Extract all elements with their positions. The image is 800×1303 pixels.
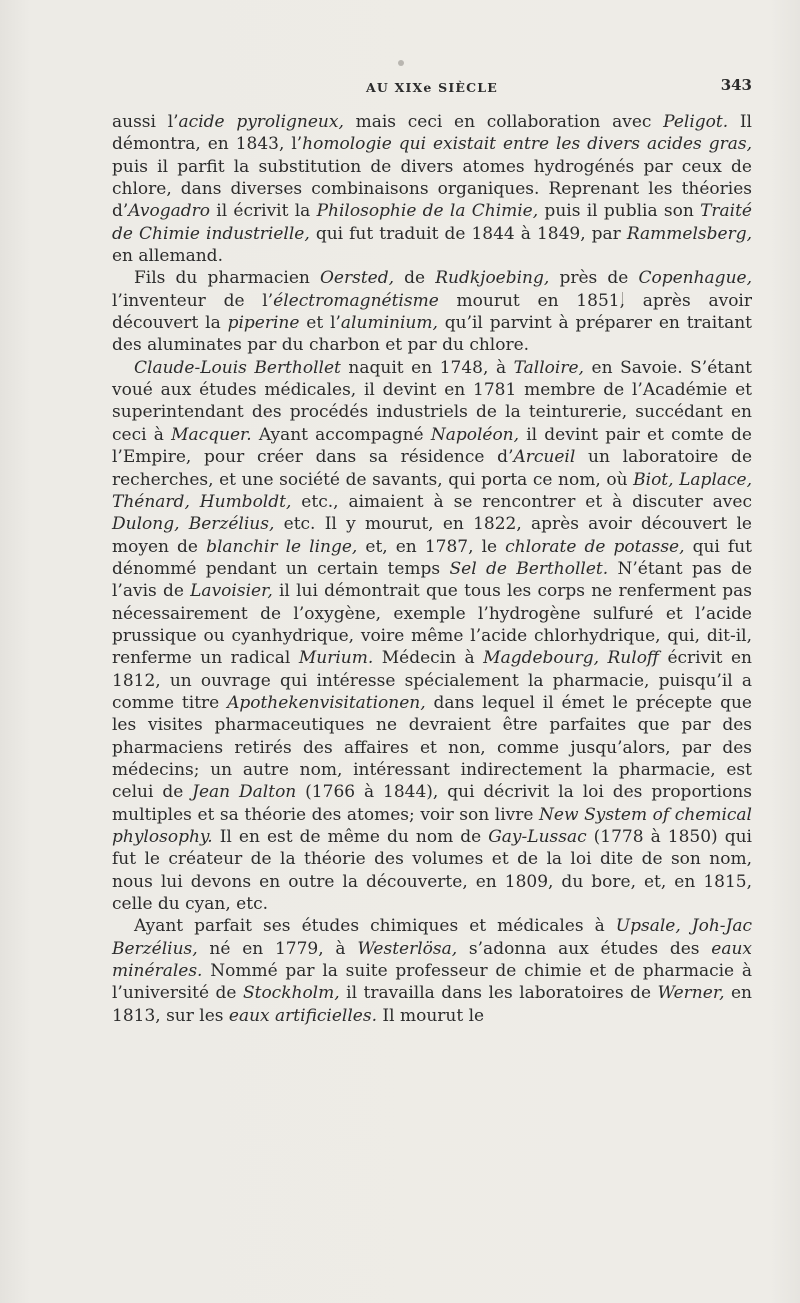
italic-run: New System of chemical phylosophy. <box>112 804 752 847</box>
italic-run: Traité de Chimie industrielle, <box>112 201 752 244</box>
text-run: écrivit en 1812, un ouvrage qui intéresse spécialement la pharmacie, puisqu’il a comme titre <box>112 648 752 713</box>
italic-run: électromagnétisme <box>273 290 439 311</box>
italic-run: Talloire, <box>513 357 584 378</box>
text-run: Fils du pharmacien <box>134 268 320 289</box>
italic-run: Gay-Lussac <box>488 827 587 847</box>
text-run: puis il publia son <box>538 201 701 222</box>
text-run: et l’ <box>299 313 341 334</box>
text-run: s’adonna aux études des <box>457 938 712 959</box>
text-run: aussi l’ <box>112 112 179 132</box>
text-run: en Savoie. S’étant voué aux études médicales, il devint en 1781 membre de l’Académie et superintendant des procédés industriels de la teinturerie, succédant en ceci à <box>112 357 753 445</box>
text-run: (1766 à 1844), qui décrivit la loi des proportions multiples et sa théorie des atomes; voir son livre <box>112 782 752 825</box>
italic-run: acide pyroligneux, <box>178 112 344 132</box>
text-run: mais ceci en collaboration avec <box>343 112 664 132</box>
paragraph <box>112 267 752 356</box>
text-run: en allemand. <box>112 246 223 267</box>
paragraph <box>112 111 752 267</box>
italic-run: Oersted, <box>319 268 394 289</box>
italic-run: Claude-Louis Berthollet <box>134 357 341 378</box>
text-run: près de <box>549 268 639 289</box>
text-run: etc. Il y mourut, en 1822, après avoir découvert le moyen de <box>112 514 752 557</box>
italic-run: Stockholm, <box>242 983 340 1004</box>
italic-run: Biot, Laplace, Thénard, Humboldt, <box>112 469 752 512</box>
italic-run: blanchir le linge, <box>206 536 358 557</box>
paragraph <box>112 357 752 916</box>
text-run: il devint pair et comte de l’Empire, pour créer dans sa résidence d’ <box>112 424 752 468</box>
text-run: Il en est de même du nom de <box>212 827 489 847</box>
paragraph <box>112 915 752 1027</box>
italic-run: Upsale, Joh-Jac Berzélius, <box>112 916 752 959</box>
page-number: 343 <box>720 76 752 94</box>
text-run: Il mourut le <box>377 1005 485 1026</box>
text-run: l’inventeur de l’ <box>112 290 274 311</box>
text-run: qu’il parvint à préparer en traitant des aluminates par du charbon et par du chlore. <box>112 313 752 356</box>
text-run: mourut en 1851, après avoir découvert la <box>112 290 752 334</box>
italic-run: eaux minérales. <box>112 938 752 982</box>
running-title: AU XIXe SIÈCLE <box>366 80 498 95</box>
italic-run: Macquer. <box>171 424 252 445</box>
text-run: il travailla dans les laboratoires de <box>339 983 658 1004</box>
page-header <box>112 76 752 100</box>
italic-run: Apothekenvisitationen, <box>227 692 426 713</box>
text-run: Nommé par la suite professeur de chimie et de pharmacie à l’université de <box>112 961 752 1004</box>
text-run: Il démontra, en 1843, l’ <box>112 112 752 155</box>
text-run: né en 1779, à <box>197 938 358 959</box>
text-run: naquit en 1748, à <box>340 357 514 378</box>
italic-run: Rammelsberg, <box>626 223 752 244</box>
body-text <box>112 111 752 1027</box>
text-run: qui fut dénommé pendant un certain temps <box>112 536 752 579</box>
text-run: il lui démontrait que tous les corps ne renferment pas nécessairement de l’oxygène, exemple l’hydrogène sulfuré et l’acide prussique ou cyanhydrique, voire même l’acide chlorhydrique, qui, dit-il, renferme un radical <box>112 581 752 669</box>
italic-run: Magdebourg, Ruloff <box>483 648 659 669</box>
text-run: en 1813, sur les <box>112 983 752 1026</box>
text-run: puis il parfit la substitution de divers atomes hydrogénés par ceux de chlore, dans diverses combinaisons organiques. Reprenant les théories d’ <box>112 156 752 222</box>
text-run: Ayant accompagné <box>251 424 431 445</box>
italic-run: Rudkjoebing, <box>435 268 550 289</box>
italic-run: Lavoisier, <box>190 581 273 602</box>
italic-run: Copenhague, <box>638 268 752 289</box>
italic-run: Napoléon, <box>430 424 520 445</box>
text-run: et, en 1787, le <box>357 536 506 557</box>
text-run: N’étant pas de l’avis de <box>112 558 752 602</box>
italic-run: Westerlösa, <box>357 938 458 959</box>
italic-run: Jean Dalton <box>192 782 297 803</box>
text-run: etc., aimaient à se rencontrer et à discuter avec <box>291 491 752 512</box>
italic-run: Murium. <box>298 648 374 669</box>
italic-run: Avogadro <box>128 201 210 222</box>
italic-run: Peligot. <box>663 112 729 132</box>
italic-run: eaux artificielles. <box>228 1005 377 1026</box>
italic-run: Werner, <box>657 983 725 1004</box>
text-run: Médecin à <box>373 648 484 669</box>
text-run: de <box>394 268 436 289</box>
italic-run: aluminium, <box>340 313 438 334</box>
ink-speck <box>398 60 404 66</box>
italic-run: Philosophie de la Chimie, <box>316 201 539 222</box>
italic-run: homologie qui existait entre les divers acides gras, <box>302 134 752 155</box>
italic-run: Arcueil <box>513 447 576 468</box>
text-run: dans lequel il émet le précepte que les visites pharmaceutiques ne devraient être parfaites que par des pharmaciens retirés des affaires et non, comme jusqu’alors, par des médecins; un autre nom, intéressant indirectement la pharmacie, est celui de <box>112 692 752 803</box>
text-run: qui fut traduit de 1844 à 1849, par <box>309 223 627 244</box>
italic-run: Dulong, Berzélius, <box>112 514 275 535</box>
text-run: il écrivit la <box>210 201 317 222</box>
text-run: Ayant parfait ses études chimiques et médicales à <box>134 916 616 937</box>
italic-run: chlorate de potasse, <box>505 536 685 557</box>
text-run: (1778 à 1850) qui fut le créateur de la théorie des volumes et de la loi dite de son nom, nous lui devons en outre la découverte, en 1809, du bore, et, en 1815, celle du cyan, etc. <box>112 827 752 915</box>
text-run: un laboratoire de recherches, et une société de savants, qui porta ce nom, où <box>112 447 753 490</box>
italic-run: piperine <box>227 313 300 334</box>
italic-run: Sel de Berthollet. <box>449 558 609 579</box>
